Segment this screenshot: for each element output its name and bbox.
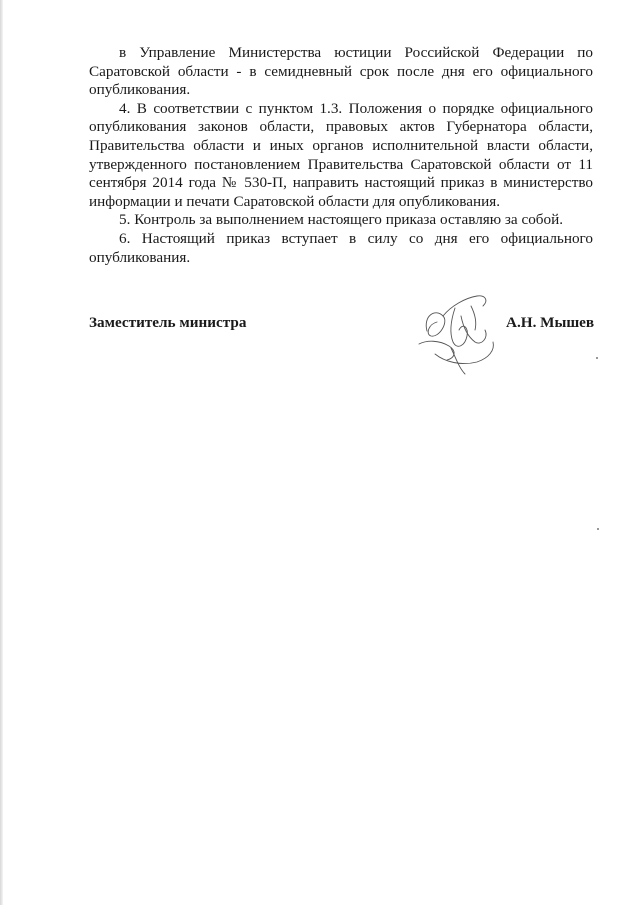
- signatory-title: Заместитель министра: [89, 314, 247, 331]
- paragraph-item-6: 6. Настоящий приказ вступает в силу со дня его официального опубликования.: [89, 229, 593, 266]
- document-body: [89, 44, 593, 267]
- signatory-name: А.Н. Мышев: [506, 314, 595, 331]
- scan-edge: [0, 0, 3, 905]
- paragraph-item-5: 5. Контроль за выполнением настоящего приказа оставляю за собой.: [119, 211, 564, 229]
- scan-speck: [596, 357, 598, 359]
- handwritten-signature: [405, 286, 505, 381]
- paragraph-continuation: в Управление Министерства юстиции Российской Федерации по Саратовской области - в семидневный срок после дня его официального опубликования.: [89, 44, 593, 99]
- paragraph-item-4: 4. В соответствии с пунктом 1.3. Положения о порядке официального опубликования законов области, правовых актов Губернатора области, Правительства области и иных органов исполнительной власти области, утвержденного постановлением Правительства Саратовской области от 11 сентября 2014 года № 530-П, направить настоящий приказ в министерство информации и печати Саратовской области для опубликования.: [89, 99, 593, 210]
- scan-speck: [597, 528, 599, 530]
